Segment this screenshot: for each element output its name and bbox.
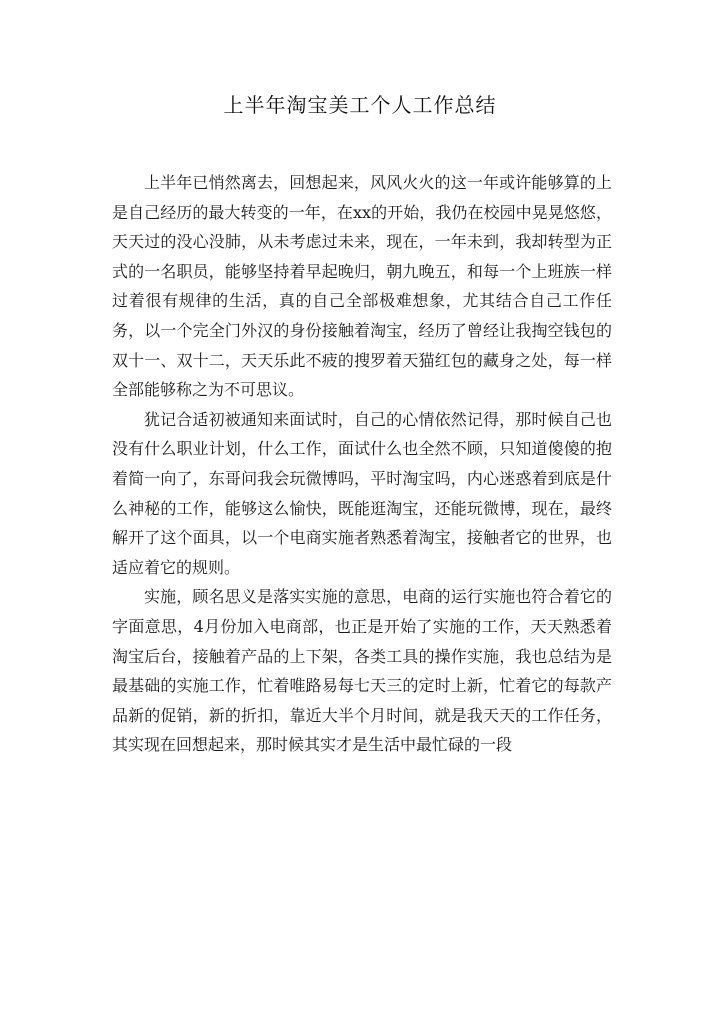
document-body [112,168,612,760]
page-title: 上半年淘宝美工个人工作总结 [223,93,497,117]
paragraph-1: 上半年已悄然离去，回想起来，风风火火的这一年或许能够算的上是自己经历的最大转变的一年，在xx的开始，我仍在校园中晃晃悠悠，天天过的没心没肺，从未考虑过未来，现在，一年未到，我却转型为正式的一名职员，能够坚持着早起晚归，朝九晚五，和每一个上班族一样过着很有规律的生活，真的自己全部极难想象，尤其结合自己工作任务，以一个完全门外汉的身份接触着淘宝，经历了曾经让我掏空钱包的双十一、双十二，天天乐此不疲的搜罗着天猫红包的藏身之处，每一样全部能够称之为不可思议。 [112,173,612,400]
paragraph-2: 犹记合适初被通知来面试时，自己的心情依然记得，那时候自己也没有什么职业计划，什么工作，面试什么也全然不顾，只知道傻傻的抱着简一向了，东哥问我会玩微博吗，平时淘宝吗，内心迷惑着到底是什么神秘的工作，能够这么愉快，既能逛淘宝，还能玩微博，现在，最终解开了这个面具，以一个电商实施者熟悉着淘宝，接触者它的世界，也适应着它的规则。 [112,409,612,577]
paragraph-3: 实施，顾名思义是落实实施的意思，电商的运行实施也符合着它的字面意思，4月份加入电商部，也正是开始了实施的工作，天天熟悉着淘宝后台，接触着产品的上下架，各类工具的操作实施，我也总结为是最基础的实施工作，忙着唯路易每七天三的定时上新，忙着它的每款产品新的促销，新的折扣，靠近大半个月时间，就是我天天的工作任务，其实现在回想起来，那时候其实才是生活中最忙碌的一段 [112,587,612,755]
